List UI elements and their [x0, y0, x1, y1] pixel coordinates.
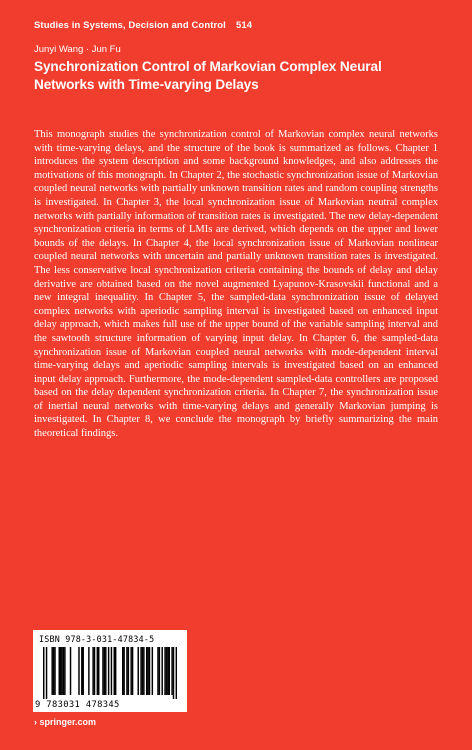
barcode-bar — [94, 647, 95, 695]
barcode-bar — [130, 647, 131, 695]
barcode-bar — [104, 647, 105, 695]
barcode-bar — [146, 647, 147, 695]
barcode-bar — [43, 647, 44, 699]
barcode — [43, 647, 177, 699]
barcode-bar — [159, 647, 160, 695]
barcode-bar — [63, 647, 64, 695]
barcode-bar — [111, 647, 112, 695]
barcode-bar — [102, 647, 103, 695]
barcode-bar — [115, 647, 116, 695]
barcode-bar — [157, 647, 158, 695]
barcode-bar — [152, 647, 153, 695]
series-number: 514 — [235, 20, 253, 31]
barcode-bar — [143, 647, 144, 695]
barcode-bar — [123, 647, 124, 695]
barcode-bar — [54, 647, 55, 695]
barcode-bar — [78, 647, 79, 695]
barcode-bar — [98, 647, 99, 695]
barcode-bar — [132, 647, 133, 695]
barcode-bar — [61, 647, 62, 695]
barcode-bar — [82, 647, 83, 695]
barcode-bar — [173, 647, 174, 699]
book-title: Synchronization Control of Markovian Complex Neural Networks with Time-varying Delays — [34, 59, 382, 92]
barcode-bar — [97, 647, 98, 695]
barcode-bar — [64, 647, 65, 695]
barcode-bar — [88, 647, 89, 695]
barcode-bar — [105, 647, 106, 695]
authors: Junyi Wang · Jun Fu — [34, 44, 121, 55]
series-name: Studies in Systems, Decision and Control — [34, 20, 226, 31]
barcode-bar — [81, 647, 82, 695]
barcode-bar — [164, 647, 165, 695]
barcode-bar — [176, 647, 177, 699]
barcode-bar — [46, 647, 47, 699]
barcode-bar — [138, 647, 139, 695]
publisher-link[interactable]: › springer.com — [34, 717, 97, 727]
barcode-bar — [108, 647, 109, 695]
barcode-bar — [171, 647, 172, 695]
barcode-bar — [122, 647, 123, 695]
barcode-bar — [51, 647, 52, 695]
barcode-bar — [169, 647, 170, 695]
barcode-bar — [128, 647, 129, 695]
barcode-bar — [142, 647, 143, 695]
barcode-bar — [53, 647, 54, 695]
barcode-bar — [147, 647, 148, 695]
barcode-bar — [60, 647, 61, 695]
barcode-bar — [161, 647, 162, 695]
barcode-bar — [126, 647, 127, 695]
barcode-bar — [114, 647, 115, 695]
barcode-digits: 9 783031 478345 — [35, 700, 120, 710]
barcode-bar — [92, 647, 93, 695]
barcode-bar — [166, 647, 167, 695]
isbn-label: ISBN 978-3-031-47834-5 — [39, 634, 155, 644]
barcode-bar — [59, 647, 60, 695]
barcode-bar — [167, 647, 168, 695]
abstract-text: This monograph studies the synchronization control of Markovian complex neural networks with time-varying delays, and the structure of the book is summarized as follows. Chapter 1 introduces the system description and some background knowledges, and also addresses the motivations of this monograph. In Chapter 2, the stochastic synchronization issue of Markovian coupled neural networks with partially unknown transition rates and random coupling strengths is investigated. In Chapter 3, the local synchronization issue of Markovian neutral complex networks with partially information of transition rates is investigated. The new delay-dependent synchronization criteria in terms of LMIs are derived, which depends on the upper and lower bounds of the delays. In Chapter 4, the local synchronization issue of Markovian nonlinear coupled neural networks with uncertain and partially unknown transition rates is investigated. The less conservative local synchronization criteria containing the bounds of delay and delay derivative are obtained based on the novel augmented Lyapunov-Krasovskii functional and a new integral inequality. In Chapter 5, the sampled-data synchronization issue of delayed complex networks with aperiodic sampling interval is investigated based on enhanced input delay approach, which makes full use of the upper bound of the variable sampling interval and the sawtooth structure information of varying input delay. In Chapter 6, the sampled-data synchronization issue of Markovian coupled neural networks with mode-dependent interval time-varying delays and aperiodic sampling intervals is investigated based on an enhanced input delay approach. Furthermore, the mode-dependent sampled-data controllers are proposed based on the delay dependent synchronization criteria. In Chapter 7, the synchronization issue of inertial neural networks with time-varying delays and generally Markovian jumping is investigated. In Chapter 8, we conclude the monograph by briefly summarizing the main theoretical findings. — [34, 129, 438, 440]
barcode-box — [33, 630, 187, 712]
barcode-bar — [70, 647, 71, 695]
barcode-bar — [140, 647, 141, 695]
barcode-bar — [149, 647, 150, 695]
series-line — [34, 20, 252, 31]
